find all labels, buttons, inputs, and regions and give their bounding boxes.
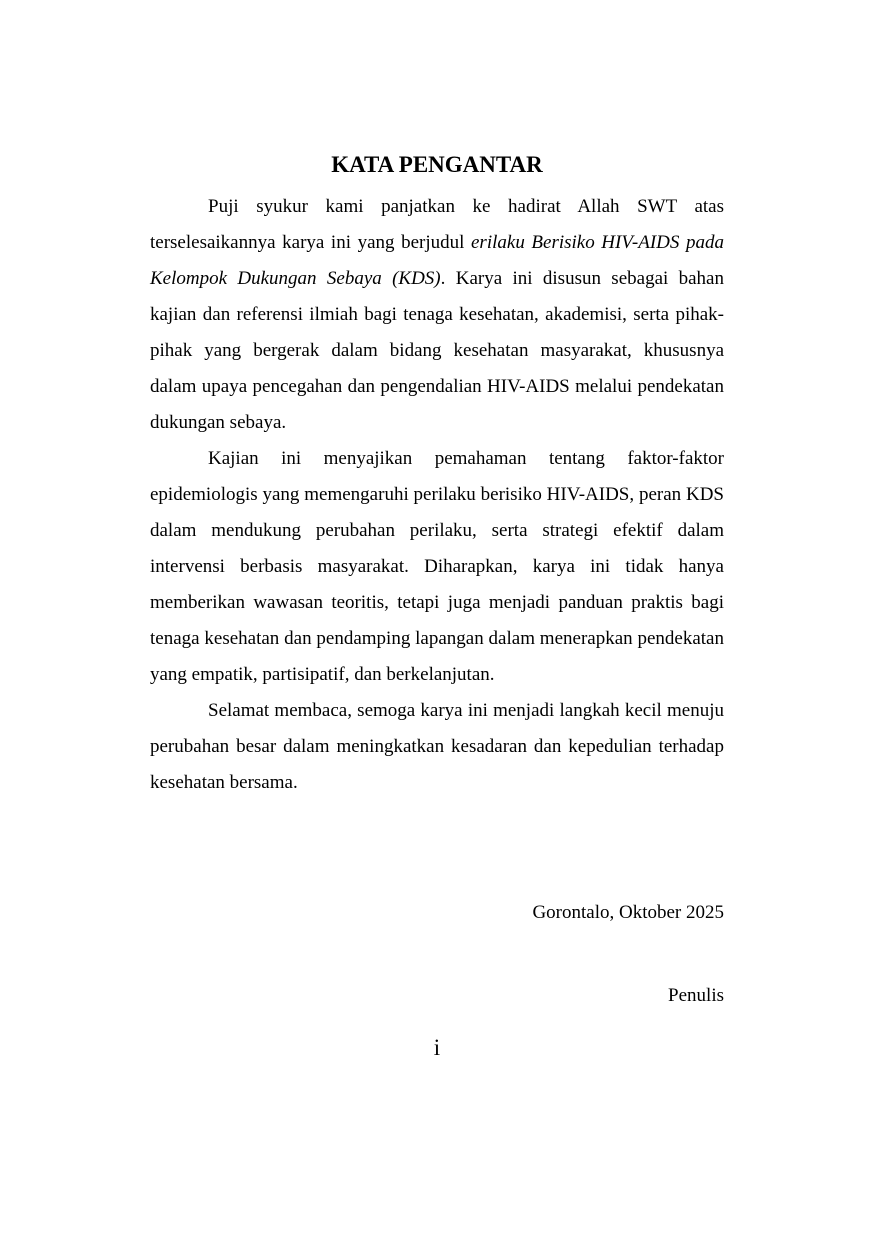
paragraph-1-text-b: . Karya ini disusun sebagai bahan kajian dan referensi ilmiah bagi tenaga kesehatan, akademisi, serta pihak-pihak yang bergerak dalam bidang kesehatan masyarakat, khususnya dalam upaya pencegahan dan pengendalian HIV-AIDS melalui pendekatan dukungan sebaya. (150, 268, 724, 433)
body-text (150, 189, 724, 801)
author-signature: Penulis (668, 985, 724, 1006)
book-title-italic: erilaku Berisiko HIV-AIDS pada Kelompok Dukungan Sebaya (KDS) (150, 232, 724, 289)
page-number: i (433, 1035, 441, 1060)
paragraph-1-text-a: Puji syukur kami panjatkan ke hadirat Allah SWT atas terselesaikannya karya ini yang berjudul (150, 196, 724, 253)
page-title: KATA PENGANTAR (331, 152, 543, 177)
place-date: Gorontalo, Oktober 2025 (532, 902, 724, 923)
paragraph-2: Kajian ini menyajikan pemahaman tentang faktor-faktor epidemiologis yang memengaruhi perilaku berisiko HIV-AIDS, peran KDS dalam mendukung perubahan perilaku, serta strategi efektif dalam intervensi berbasis masyarakat. Diharapkan, karya ini tidak hanya memberikan wawasan teoritis, tetapi juga menjadi panduan praktis bagi tenaga kesehatan dan pendamping lapangan dalam menerapkan pendekatan yang empatik, partisipatif, dan berkelanjutan. (150, 448, 724, 685)
paragraph-3: Selamat membaca, semoga karya ini menjadi langkah kecil menuju perubahan besar dalam meningkatkan kesadaran dan kepedulian terhadap kesehatan bersama. (150, 700, 724, 793)
paragraph-1 (150, 189, 724, 441)
